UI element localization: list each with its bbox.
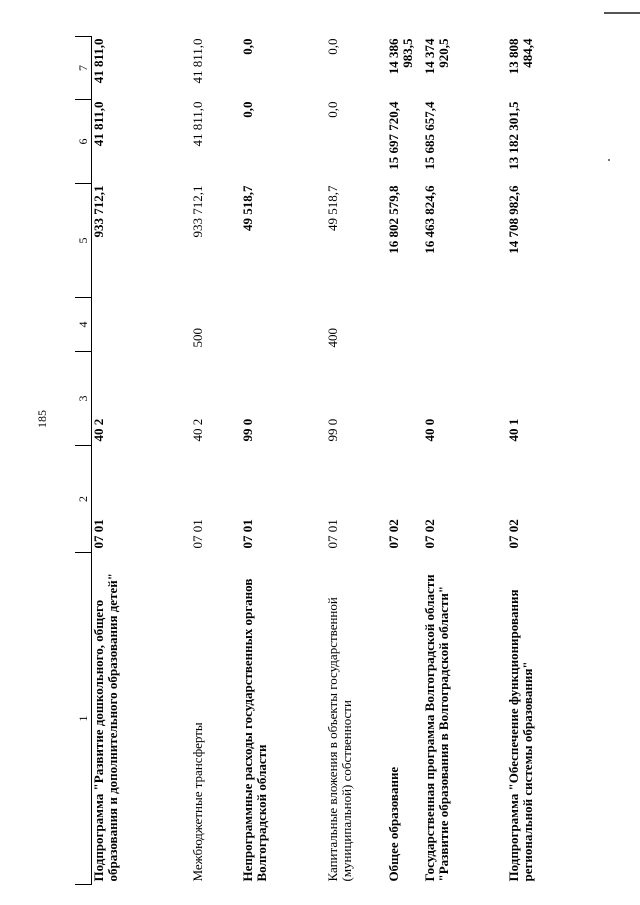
row-year1: 16 802 579,8 [386,185,401,254]
table-row [92,37,192,885]
row-year1: 16 463 824,6 [422,185,437,254]
row-name: Непрограммные расходы государственных органов Волгоградской области [240,578,269,882]
row-target [387,352,423,446]
row-year3: 41 811,0 [190,38,205,84]
budget-table-sheet [75,37,621,885]
header-col-1: 1 [75,553,92,885]
row-expense-type: 500 [190,328,205,348]
row-target: 99 0 [240,418,255,442]
row-year1: 14 708 982,6 [506,185,521,254]
row-section: 07 01 [325,519,340,549]
row-year3: 14 386 983,5 [386,38,415,75]
row-name: Капитальные вложения в объекты государственной (муниципальной) собственности [325,597,354,882]
row-year2: 15 697 720,4 [386,101,401,170]
row-year3: 0,0 [325,38,340,55]
row-target: 40 1 [506,418,521,442]
row-name: Подпрограмма "Обеспечение функционирования региональной системы образования" [506,589,535,882]
header-col-4: 4 [75,298,92,352]
header-col-2: 2 [75,446,92,553]
row-year3: 13 808 484,4 [506,38,535,75]
row-expense-type [92,298,192,352]
row-year1: 49 518,7 [325,185,340,231]
row-name: Государственная программа Волгоградской области "Развитие образования в Волгоградской области" [422,574,451,882]
header-col-5: 5 [75,184,92,298]
row-section: 07 01 [190,519,205,549]
table-row [387,37,423,885]
row-year3: 14 374 920,5 [422,38,451,75]
row-expense-type [241,298,326,352]
row-expense-type [387,298,423,352]
row-section: 07 01 [240,519,255,549]
row-expense-type [507,298,605,352]
row-section: 07 01 [91,519,106,549]
row-year2: 15 685 657,4 [422,101,437,170]
scan-edge-mark [604,12,640,14]
row-expense-type: 400 [325,328,340,348]
table-row [241,37,326,885]
row-section: 07 02 [422,519,437,549]
row-year1: 933 712,1 [91,185,106,238]
row-target: 40 2 [190,418,205,442]
row-year2: 41 811,0 [91,101,106,147]
row-year1: 933 712,1 [190,185,205,238]
row-year2: 0,0 [325,101,340,118]
row-year2: 0,0 [240,101,255,118]
row-target: 99 0 [325,418,340,442]
row-name: Межбюджетные трансферты [190,722,205,882]
budget-table [75,36,605,885]
row-year3: 0,0 [240,38,255,55]
row-section: 07 02 [386,519,401,549]
row-section: 07 02 [506,519,521,549]
table-row [191,37,241,885]
header-row [75,37,92,885]
row-expense-type [423,298,507,352]
row-year3: 41 811,0 [91,38,106,84]
row-year1: 49 518,7 [240,185,255,231]
header-col-3: 3 [75,352,92,446]
row-year2: 41 811,0 [190,101,205,147]
row-year2: 13 182 301,5 [506,101,521,170]
row-name: Общее образование [386,766,401,882]
row-name: Подпрограмма "Развитие дошкольного, общего образования и дополнительного образования детей" [91,573,120,882]
table-row [507,37,605,885]
table-row [423,37,507,885]
page-number: 185 [35,410,49,428]
header-col-7: 7 [75,37,92,100]
row-target: 40 0 [422,418,437,442]
table-row [326,37,387,885]
row-target: 40 2 [91,418,106,442]
header-col-6: 6 [75,100,92,184]
